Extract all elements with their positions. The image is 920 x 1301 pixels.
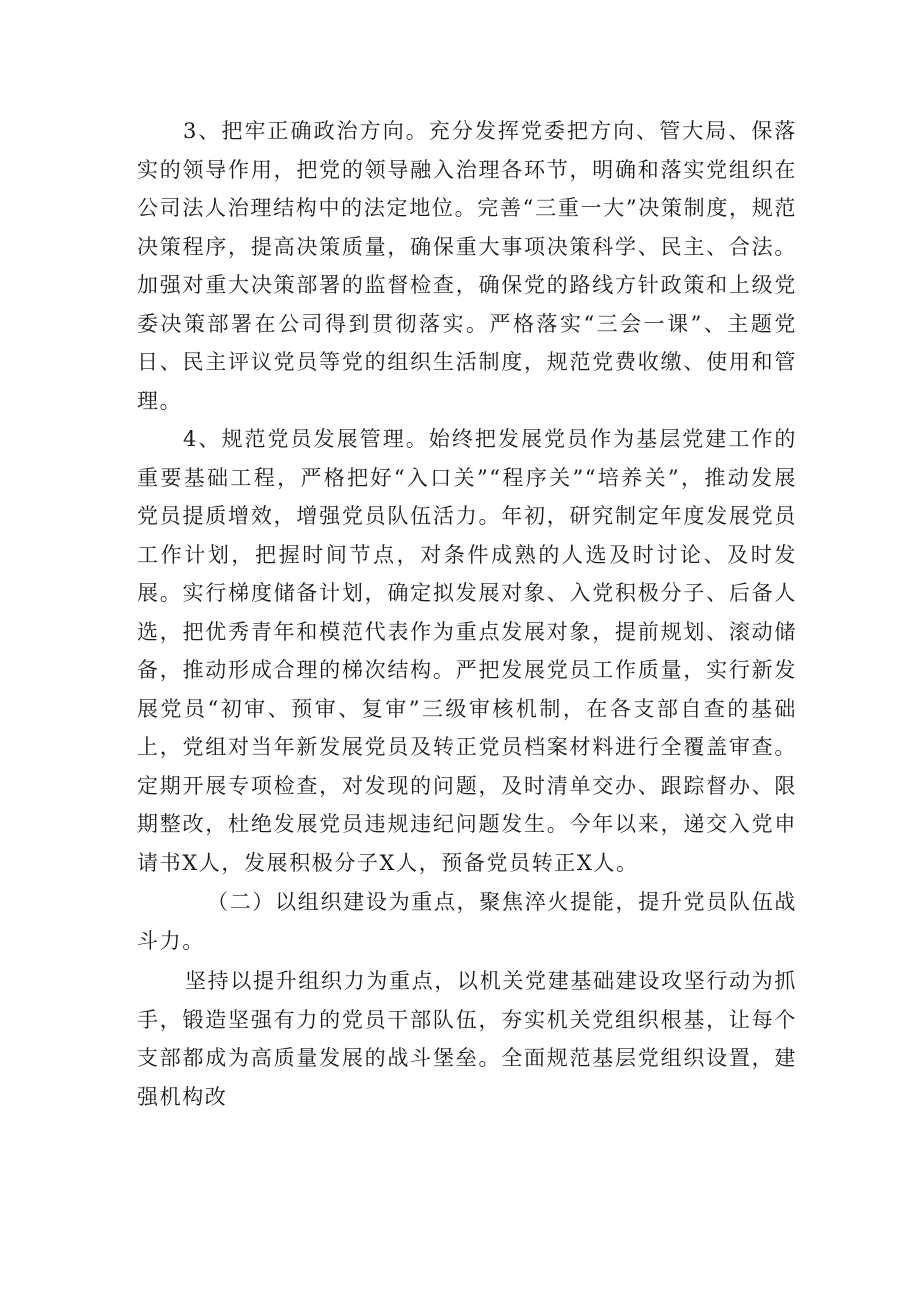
paragraph-item-4: 4、规范党员发展管理。始终把发展党员作为基层党建工作的重要基础工程，严格把好“入口关”“程序关”“培养关”，推动发展党员提质增效，增强党员队伍活力。年初，研究制定年度发展党员工作计划，把握时间节点，对条件成熟的人选及时讨论、及时发展。实行梯度储备计划，确定拟发展对象、入党积极分子、后备人选，把优秀青年和模范代表作为重点发展对象，提前规划、滚动储备，推动形成合理的梯次结构。严把发展党员工作质量，实行新发展党员“初审、预审、复审”三级审核机制，在各支部自查的基础上，党组对当年新发展党员及转正党员档案材料进行全覆盖审查。定期开展专项检查，对发现的问题，及时清单交办、跟踪督办、限期整改，杜绝发展党员违规违纪问题发生。今年以来，递交入党申请书X人，发展积极分子X人，预备党员转正X人。	[137, 427, 797, 875]
paragraph-section-body: 坚持以提升组织力为重点，以机关党建基础建设攻坚行动为抓手，锻造坚强有力的党员干部队伍，夯实机关党组织根基，让每个支部都成为高质量发展的战斗堡垒。全面规范基层党组织设置，建强机构改	[137, 969, 797, 1109]
section-heading: （二）以组织建设为重点，聚焦淬火提能，提升党员队伍战斗力。	[137, 890, 797, 953]
document-body	[137, 112, 797, 1116]
paragraph-item-3: 3、把牢正确政治方向。充分发挥党委把方向、管大局、保落实的领导作用，把党的领导融入治理各环节，明确和落实党组织在公司法人治理结构中的法定地位。完善“三重一大”决策制度，规范决策程序，提高决策质量，确保重大事项决策科学、民主、合法。加强对重大决策部署的监督检查，确保党的路线方针政策和上级党委决策部署在公司得到贯彻落实。严格落实“三会一课”、主题党日、民主评议党员等党的组织生活制度，规范党费收缴、使用和管理。	[137, 119, 797, 413]
